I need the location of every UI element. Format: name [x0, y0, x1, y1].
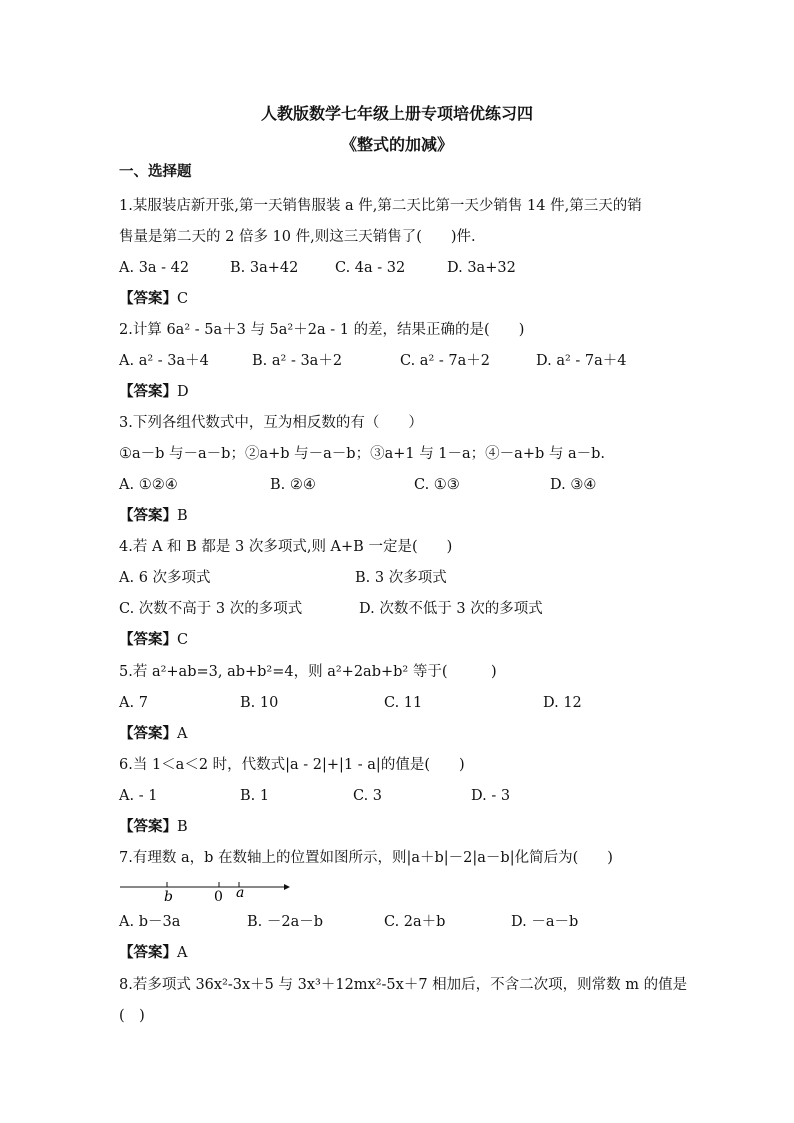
number-line-figure: [118, 876, 294, 906]
q8-stem-line-2: ( ): [119, 1008, 145, 1024]
number-line-arrow: [284, 884, 290, 890]
q5-option-a: A. 7: [119, 695, 148, 711]
q7-option-c: C. 2a＋b: [384, 914, 446, 930]
q6-answer-value: B: [177, 819, 188, 835]
q6-stem-line-1: 6.当 1＜a＜2 时，代数式|a - 2|+|1 - a|的值是( ): [119, 757, 465, 773]
answer-label: 【答案】: [119, 725, 177, 742]
q5-answer: [119, 724, 187, 744]
q3-option-a: A. ①②④: [119, 477, 178, 493]
q3-answer-value: B: [177, 508, 188, 524]
q3-option-c: C. ①③: [414, 477, 460, 493]
q7-option-d: D. －a－b: [511, 914, 579, 930]
q6-option-a: A. - 1: [119, 788, 158, 804]
q1-option-d: D. 3a+32: [447, 260, 516, 276]
q4-answer: [119, 630, 188, 650]
q1-answer: [119, 289, 188, 309]
q3-option-d: D. ③④: [550, 477, 597, 493]
q2-stem-line-1: 2.计算 6a² - 5a＋3 与 5a²＋2a - 1 的差，结果正确的是( ): [119, 322, 525, 338]
q2-answer-value: D: [177, 384, 189, 400]
q2-option-b: B. a² - 3a＋2: [252, 353, 343, 369]
answer-label: 【答案】: [119, 818, 177, 835]
q5-stem-line-1: 5.若 a²+ab=3, ab+b²=4，则 a²+2ab+b² 等于( ): [119, 664, 497, 680]
q6-option-c: C. 3: [353, 788, 383, 804]
q1-option-b: B. 3a+42: [230, 260, 299, 276]
section-heading: 一、选择题: [119, 163, 192, 180]
answer-label: 【答案】: [119, 944, 177, 961]
answer-label: 【答案】: [119, 383, 177, 400]
q7-answer: [119, 943, 187, 963]
q5-option-b: B. 10: [240, 695, 279, 711]
q6-option-b: B. 1: [240, 788, 270, 804]
q1-stem-line-1: 1.某服装店新开张,第一天销售服装 a 件,第二天比第一天少销售 14 件,第三天的销: [119, 198, 642, 214]
q4-option-b: B. 3 次多项式: [355, 570, 447, 586]
q4-option-c: C. 次数不高于 3 次的多项式: [119, 601, 303, 617]
q2-option-d: D. a² - 7a＋4: [536, 353, 627, 369]
q3-stem-line-1: 3.下列各组代数式中，互为相反数的有（ ）: [119, 415, 423, 431]
q4-option-d: D. 次数不低于 3 次的多项式: [359, 601, 543, 617]
document-title: 人教版数学七年级上册专项培优练习四: [260, 104, 533, 123]
q1-option-a: A. 3a - 42: [119, 260, 190, 276]
answer-label: 【答案】: [119, 290, 177, 307]
document-subtitle: 《整式的加减》: [340, 135, 453, 154]
q1-stem-line-2: 售量是第二天的 2 倍多 10 件,则这三天销售了( )件.: [119, 229, 476, 245]
q5-option-c: C. 11: [384, 695, 423, 711]
q7-option-b: B. －2a－b: [247, 914, 324, 930]
q3-option-b: B. ②④: [270, 477, 316, 493]
label-b: b: [164, 889, 173, 905]
q7-option-a: A. b－3a: [119, 914, 181, 930]
q6-option-d: D. - 3: [471, 788, 511, 804]
q7-stem-line-1: 7.有理数 a，b 在数轴上的位置如图所示，则|a＋b|－2|a－b|化简后为( ): [119, 850, 613, 866]
q4-stem-line-1: 4.若 A 和 B 都是 3 次多项式,则 A+B 一定是( ): [119, 539, 453, 555]
q2-option-c: C. a² - 7a＋2: [400, 353, 490, 369]
q7-answer-value: A: [177, 945, 188, 961]
q4-answer-value: C: [177, 632, 189, 648]
answer-label: 【答案】: [119, 631, 177, 648]
q2-option-a: A. a² - 3a＋4: [119, 353, 209, 369]
q4-option-a: A. 6 次多项式: [119, 570, 211, 586]
q2-answer: [119, 382, 189, 402]
q3-stem-line-2: ①a－b 与－a－b；②a+b 与－a－b；③a+1 与 1－a；④－a+b 与 a－b.: [119, 446, 606, 462]
q1-option-c: C. 4a - 32: [335, 260, 406, 276]
answer-label: 【答案】: [119, 507, 177, 524]
q8-stem-line-1: 8.若多项式 36x²-3x＋5 与 3x³＋12mx²-5x＋7 相加后，不含二次项，则常数 m 的值是: [119, 977, 688, 993]
q3-answer: [119, 506, 188, 526]
label-zero: 0: [214, 889, 223, 905]
q5-option-d: D. 12: [543, 695, 582, 711]
q1-answer-value: C: [177, 291, 189, 307]
q5-answer-value: A: [177, 726, 188, 742]
label-a: a: [236, 885, 245, 901]
q6-answer: [119, 817, 188, 837]
